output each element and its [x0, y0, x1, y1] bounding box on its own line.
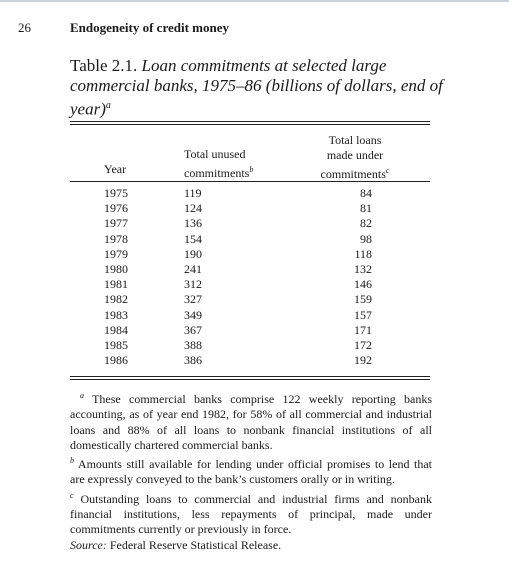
- cell-unused: 136: [184, 216, 202, 231]
- footnote-c: [70, 488, 432, 538]
- cell-year: 1986: [104, 353, 128, 368]
- header-unused-commitments: [184, 147, 284, 181]
- table-row: [70, 262, 430, 277]
- footnote-b-text: Amounts still available for lending under official promises to lend that are expressly conveyed to the bank’s customers orally or in writing.: [70, 457, 433, 487]
- source-label: Source:: [70, 537, 107, 552]
- source-note: [70, 538, 432, 553]
- cell-unused: 327: [184, 292, 202, 307]
- cell-year: 1975: [104, 186, 128, 200]
- cell-unused: 119: [184, 186, 202, 200]
- footnote-a-text: These commercial banks comprise 122 weekly reporting banks accounting, as of year end 1982, for 58% of all commercial and industrial loans and 88% of all loans to nonbank financial institutions of all domestically chartered commercial banks.: [70, 392, 432, 452]
- footnote-a-marker: a: [80, 391, 84, 400]
- cell-unused: 241: [184, 261, 202, 276]
- cell-loans: 159: [354, 292, 372, 307]
- cell-year: 1979: [104, 246, 128, 261]
- cell-year: 1980: [104, 261, 128, 276]
- table-row: [70, 186, 430, 201]
- cell-unused: 312: [184, 277, 202, 292]
- cell-year: 1977: [104, 216, 128, 231]
- cell-loans: 82: [360, 216, 372, 231]
- table-caption-text: Loan commitments at selected large commercial banks, 1975–86 (billions of dollars, end of year): [70, 56, 443, 119]
- cell-unused: 367: [184, 322, 202, 337]
- table-row: [70, 292, 430, 307]
- top-border: [0, 0, 509, 2]
- caption-footnote-marker: a: [105, 100, 111, 111]
- cell-loans: 157: [354, 307, 372, 322]
- header-unused-line2: commitments: [184, 166, 250, 180]
- cell-loans: 172: [354, 337, 372, 352]
- cell-year: 1984: [104, 322, 128, 337]
- header-loans-line3: commitments: [320, 167, 386, 181]
- footnote-b: [70, 453, 432, 488]
- table-row: [70, 201, 430, 216]
- cell-loans: 84: [360, 186, 372, 200]
- header-loans-line3-wrap: [300, 163, 410, 182]
- header-unused-line2-wrap: [184, 162, 284, 181]
- table-row: [70, 323, 430, 338]
- cell-loans: 132: [354, 261, 372, 276]
- cell-year: 1983: [104, 307, 128, 322]
- footnote-b-marker: b: [70, 456, 74, 466]
- header-loans-under-commitments: [300, 133, 410, 182]
- table-caption: [70, 56, 450, 120]
- cell-unused: 388: [184, 337, 202, 352]
- cell-loans: 98: [360, 231, 372, 246]
- running-head: [18, 20, 488, 38]
- cell-loans: 81: [360, 201, 372, 216]
- footnote-c-marker: c: [70, 490, 74, 500]
- table-top-rule: [70, 121, 430, 122]
- cell-year: 1978: [104, 231, 128, 246]
- running-title: Endogeneity of credit money: [70, 20, 229, 35]
- header-loans-line1: Total loans: [328, 133, 382, 147]
- footnote-c-text: Outstanding loans to commercial and industrial firms and nonbank financial institutions, less repayments of principal, made under commitments currently or previously in force.: [70, 491, 432, 537]
- page-number: 26: [18, 20, 31, 35]
- table-bottom-rule-second: [70, 379, 430, 380]
- cell-unused: 190: [184, 246, 202, 261]
- table-row: [70, 277, 430, 292]
- table-top-rule-second: [70, 124, 430, 125]
- header-loans-marker: c: [385, 166, 390, 175]
- table-header-rule: [70, 181, 430, 182]
- table-row: [70, 216, 430, 231]
- header-unused-marker: b: [249, 165, 254, 174]
- cell-unused: 124: [184, 201, 202, 216]
- cell-loans: 192: [354, 353, 372, 368]
- table-body: [70, 186, 430, 368]
- cell-loans: 171: [354, 322, 372, 337]
- header-year: Year: [104, 162, 127, 176]
- cell-loans: 118: [354, 246, 372, 261]
- table-bottom-rule: [70, 376, 430, 377]
- cell-year: 1985: [104, 337, 128, 352]
- footnote-a: [70, 388, 432, 453]
- cell-unused: 349: [184, 307, 202, 322]
- cell-unused: 154: [184, 231, 202, 246]
- cell-year: 1982: [104, 292, 128, 307]
- cell-year: 1976: [104, 201, 128, 216]
- header-loans-line2: made under: [326, 148, 384, 162]
- table-row: [70, 232, 430, 247]
- cell-unused: 386: [184, 353, 202, 368]
- table-row: [70, 353, 430, 368]
- table-number: Table 2.1.: [70, 56, 138, 75]
- header-unused-line1: Total unused: [184, 147, 246, 161]
- table-row: [70, 338, 430, 353]
- table-footnotes: [70, 388, 432, 553]
- cell-loans: 146: [354, 277, 372, 292]
- cell-year: 1981: [104, 277, 128, 292]
- table-row: [70, 308, 430, 323]
- source-text: Federal Reserve Statistical Release.: [109, 537, 282, 552]
- table-row: [70, 247, 430, 262]
